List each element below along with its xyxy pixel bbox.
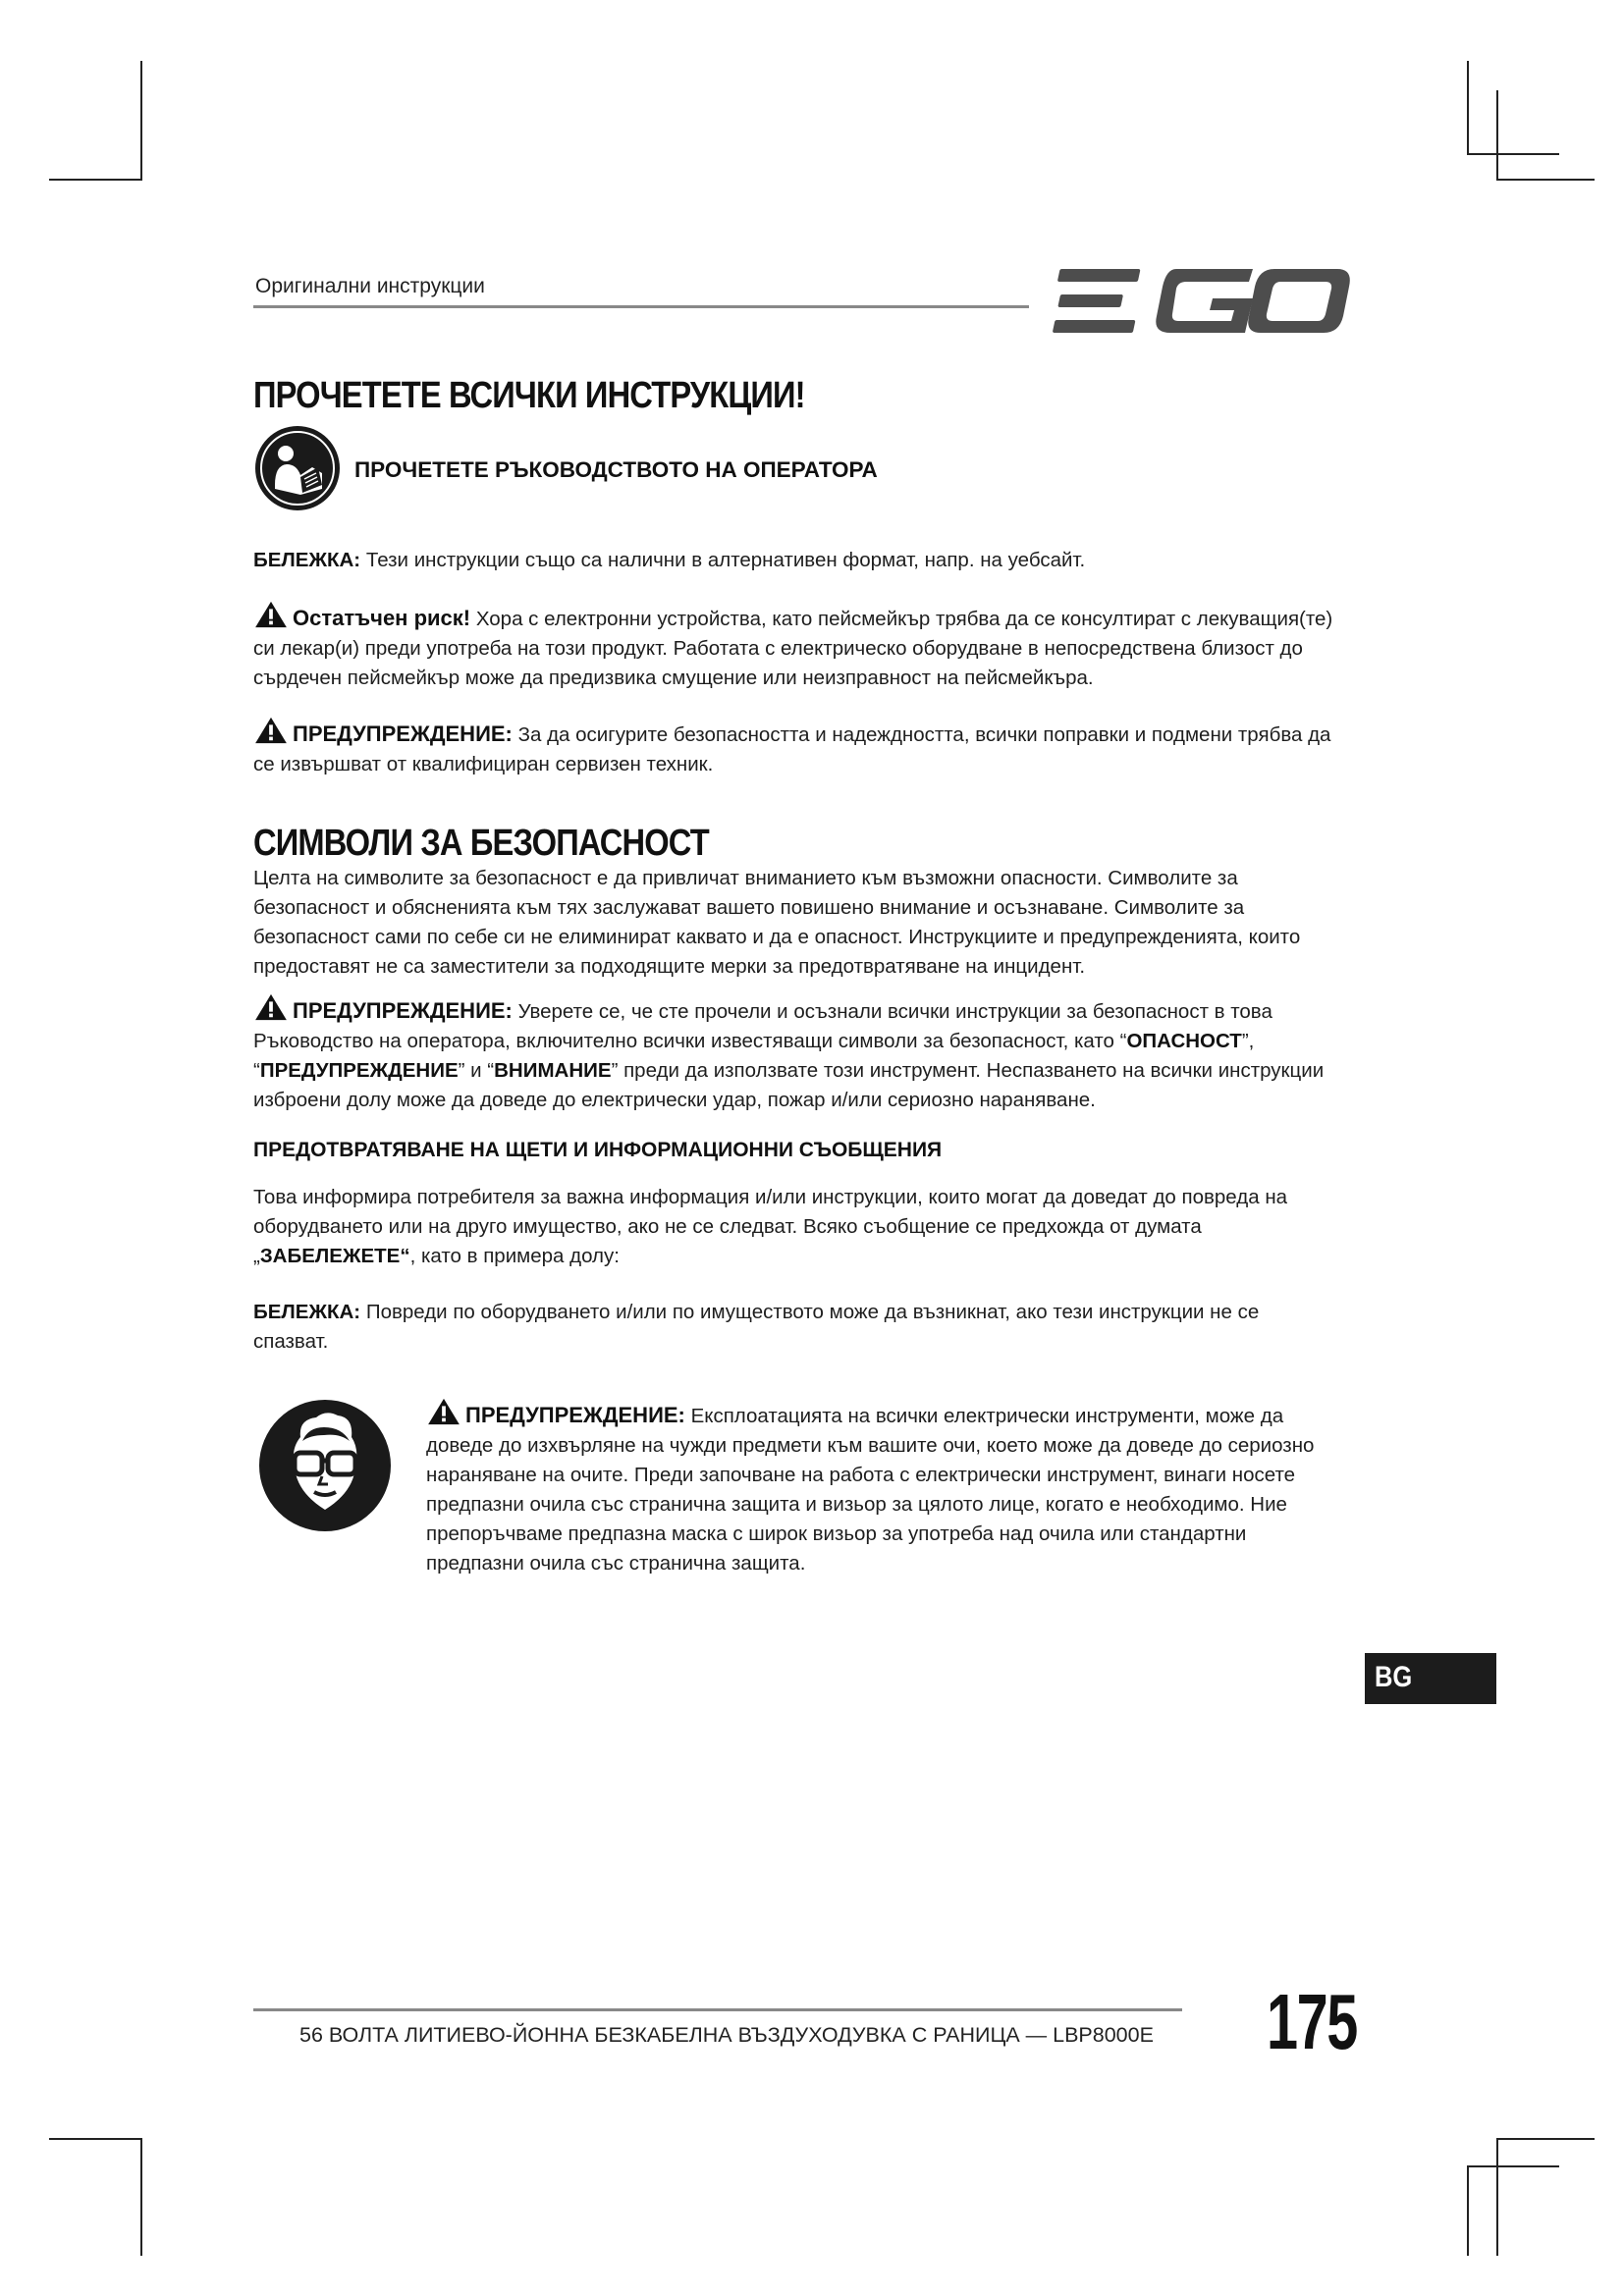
crop-mark <box>1496 2138 1498 2256</box>
warning-paragraph-1 <box>253 717 1343 779</box>
crop-mark <box>49 179 142 181</box>
crop-mark <box>1496 2138 1595 2140</box>
crop-mark <box>1467 2165 1469 2256</box>
section-heading-damage-prevention: ПРЕДОТВРАТЯВАНЕ НА ЩЕТИ И ИНФОРМАЦИОННИ СЪОБЩЕНИЯ <box>253 1139 943 1161</box>
safety-glasses-icon <box>257 1398 393 1533</box>
danger-word: ОПАСНОСТ <box>1126 1030 1242 1052</box>
warning-triangle-icon <box>253 993 289 1021</box>
warning-label: ПРЕДУПРЕЖДЕНИЕ: <box>293 998 513 1023</box>
note-paragraph-2 <box>253 1298 1314 1357</box>
warning-text-end: ” преди да използвате този инструмент. Неспазването на всички инструкции изброени долу може да доведе до електрически удар, пожар и/или сериозно нараняване. <box>253 1059 1325 1111</box>
note-label: БЕЛЕЖКА: <box>253 549 361 571</box>
warning-text: За да осигурите безопасността и надеждността, всички поправки и подмени трябва да се извършват от квалифициран сервизен техник. <box>253 723 1331 775</box>
warning-word: ПРЕДУПРЕЖДЕНИЕ <box>259 1059 459 1082</box>
notice-word: ЗАБЕЛЕЖЕТЕ“ <box>259 1245 410 1267</box>
safety-symbols-intro: Целта на символите за безопасност е да привличат вниманието към възможни опасности. Символите за безопасност и обясненията към тях заслужават вашето повишено внимание и осъзнаване. Символите за безопасност сами по себе си не елиминират каквато и да е опасност. Инструкциите и предупрежденията, които предоставят не са заместители за подходящите мерки за предотвратяване на инцидент. <box>253 867 1301 978</box>
footer-rule <box>253 2008 1182 2011</box>
header-label: Оригинални инструкции <box>255 275 485 297</box>
warning-label: ПРЕДУПРЕЖДЕНИЕ: <box>465 1403 685 1427</box>
damage-prevention-paragraph <box>253 1183 1314 1271</box>
crop-mark <box>49 2138 142 2140</box>
note-paragraph <box>253 546 1343 575</box>
read-manual-icon <box>253 424 342 512</box>
crop-mark <box>140 2138 142 2256</box>
note-label: БЕЛЕЖКА: <box>253 1301 361 1323</box>
ego-logo <box>1053 267 1353 336</box>
note-text: Тези инструкции също са налични в алтернативен формат, напр. на уебсайт. <box>360 549 1086 571</box>
header-rule <box>253 305 1029 308</box>
crop-mark <box>1496 90 1498 181</box>
warning-text: Уверете се, че сте прочели и осъзнали всички инструкции за безопасност в това Ръководство на оператора, включително всички известяващи символи за безопасност, като “ <box>253 1000 1272 1052</box>
risk-text: Хора с електронни устройства, като пейсмейкър трябва да се консултират с лекуващия(те) си лекар(и) преди употреба на този продукт. Работата с електрическо оборудване в непосредствена близост до сърдечен пейсмейкър може да предизвика смущение или неизправност на пейсмейкъра. <box>253 608 1333 689</box>
damage-prevention-text: Това информира потребителя за важна информация и/или инструкции, които могат да доведат до повреда на оборудването или на друго имущество, ако не се следват. Всяко съобщение се предхожда от думата „ <box>253 1186 1288 1267</box>
quote-separator: ” и “ <box>458 1059 495 1082</box>
eye-warning-text: Експлоатацията на всички електрически инструменти, може да доведе до изхвърляне на чужди предмети към вашите очи, което може да доведе до сериозно нараняване на очите. Преди започване на работа с електрически инструмент, винаги носете предпазни очила със странична защита и визьор за цялото лице, когато е необходимо. Ние препоръчваме предпазна маска с широк визьор за употреба над очила или стандартни предпазни очила със странична защита. <box>426 1405 1315 1575</box>
language-tab-label: BG <box>1375 1661 1413 1693</box>
note-text: Повреди по оборудването и/или по имуществото може да възникнат, ако тези инструкции не се спазват. <box>253 1301 1260 1353</box>
damage-prevention-text-end: , като в примера долу: <box>409 1245 620 1267</box>
warning-triangle-icon <box>253 601 289 628</box>
language-tab <box>1365 1653 1496 1704</box>
crop-mark <box>140 61 142 181</box>
footer-product-title: 56 ВОЛТА ЛИТИЕВО-ЙОННА БЕЗКАБЕЛНА ВЪЗДУХОДУВКА С РАНИЦА — LBP8000E <box>299 2023 1154 2047</box>
eye-protection-warning <box>426 1398 1339 1578</box>
warning-triangle-icon <box>253 717 289 744</box>
risk-label: Остатъчен риск! <box>293 606 471 630</box>
caution-word: ВНИМАНИЕ <box>494 1059 612 1082</box>
crop-mark <box>1467 153 1559 155</box>
page-title: ПРОЧЕТЕТЕ ВСИЧКИ ИНСТРУКЦИИ! <box>253 375 805 416</box>
warning-triangle-icon <box>426 1398 461 1425</box>
residual-risk-paragraph <box>253 601 1343 693</box>
page-number: 175 <box>1267 1978 1357 2065</box>
quote-separator: ”, “ <box>253 1030 1255 1082</box>
crop-mark <box>1467 61 1469 155</box>
warning-paragraph-2 <box>253 993 1343 1115</box>
warning-label: ПРЕДУПРЕЖДЕНИЕ: <box>293 721 513 746</box>
manual-caption: ПРОЧЕТЕТЕ РЪКОВОДСТВОТО НА ОПЕРАТОРА <box>354 457 878 482</box>
section-title-safety-symbols: СИМВОЛИ ЗА БЕЗОПАСНОСТ <box>253 823 709 864</box>
crop-mark <box>1496 179 1595 181</box>
crop-mark <box>1467 2165 1559 2167</box>
